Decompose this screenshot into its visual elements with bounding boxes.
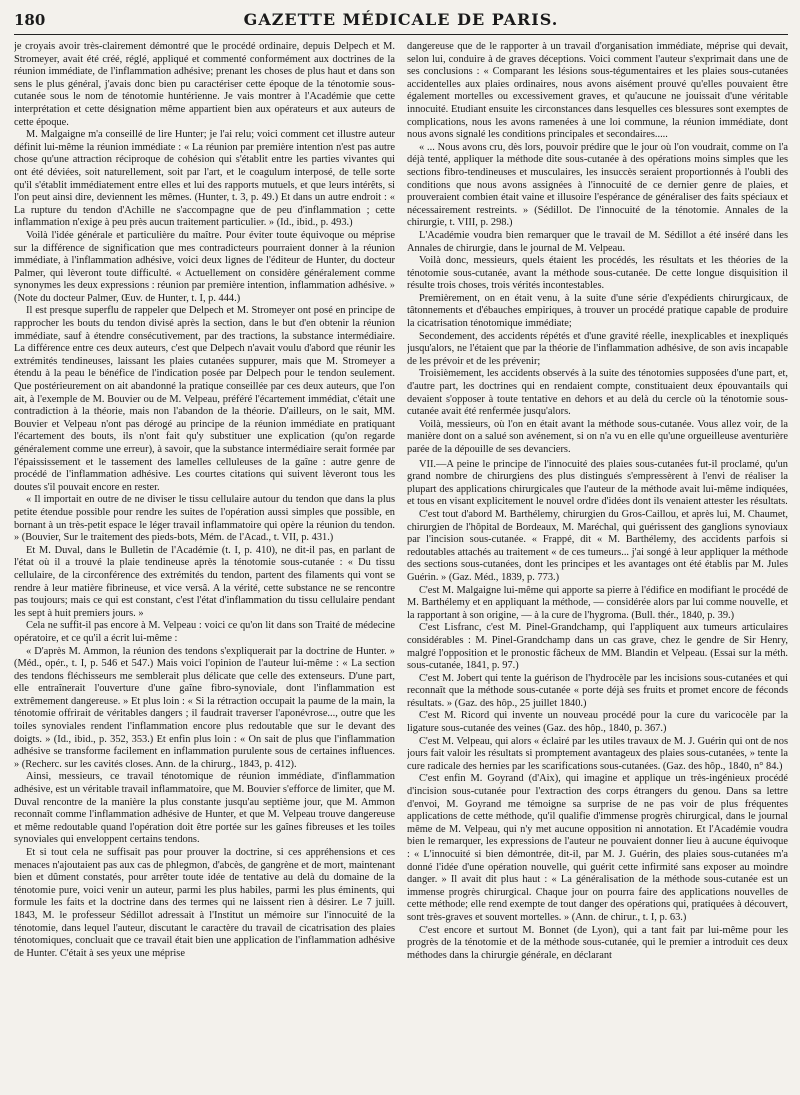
paragraph: C'est M. Ricord qui invente un nouveau procédé pour la cure du varicocèle par la ligature sous-cutanée des veines (Gaz. des hôp., 1840, p. 367.) <box>407 710 788 735</box>
paragraph: C'est M. Velpeau, qui alors « éclairé par les utiles travaux de M. J. Guérin qui ont de nos jours fait valoir les résultats si promptement avantageux des plaies sous-cutanées, » tente la cure radicale des hernies par les scarifications sous-cutanées. (Gaz. des hôp., 1840, n° 84.) <box>407 735 788 772</box>
paragraph: je croyais avoir très-clairement démontré que le procédé ordinaire, depuis Delpech et M. Stromeyer, avait été créé, réglé, appliqué et commenté conformément aux doctrines de la réunion immédiate, de l'inflammation adhésive; prenant les choses de plus haut et dans son sens le plus général, j'avais donc bien pu caractériser cette époque de la ténotomie sous-cutanée sous le nom de ténotomie huntérienne. Je vais montrer à l'Académie que cette interprétation et cette désignation même appartient bien aux opérateurs et aux auteurs de cette époque. <box>14 41 395 128</box>
paragraph: « ... Nous avons cru, dès lors, pouvoir prédire que le jour où l'on voudrait, comme on l'a déjà tenté, appliquer la méthode dite sous-cutanée à des opérations moins simples que les sections fibro-tendineuses et musculaires, les insuccès seraient proportionnés à l'oubli des conditions que nous avons assignées à l'innocuité de ce dernier genre de plaies, et prouveraient combien était vaine et illusoire l'espérance de généraliser des faits spéciaux et nécessairement restreints. » (Sédillot. De l'innocuité de la ténotomie. Annales de la chirurgie, t. VIII, p. 298.) <box>407 141 788 229</box>
page-number: 180 <box>14 11 46 29</box>
paragraph: « D'après M. Ammon, la réunion des tendons s'expliquerait par la doctrine de Hunter. » (Méd., opér., t. I, p. 546 et 547.) Mais voici l'opinion de l'auteur lui-même : « La section des tendons fléchisseurs me semblerait plus délicate que celle des extenseurs. D'une part, elle entraînerait l'ouverture d'une gaîne fibro-synoviale, dont l'inflammation est extrêmement dangereuse. » Et plus loin : « Si la rétraction occupait la paume de la main, la ténotomie offrirait de véritables dangers ; il faudrait traverser l'aponévrose..., outre que les toiles synoviales rendent l'inflammation encore plus redoutable que sur le devant des doigts. » (Id., ibid., p. 352, 353.) Et enfin plus loin : « On sait de plus que l'inflammation adhésive se transforme facilement en inflammation purulente sous de certaines influences. » (Recherc. sur les cavités closes. Ann. de la chirurg., 1843, p. 412). <box>14 645 395 770</box>
paragraph: Et M. Duval, dans le Bulletin de l'Académie (t. I, p. 410), ne dit-il pas, en parlant de l'état où il a trouvé la plaie tendineuse après la ténotomie sous-cutanée : « Du tissu cellulaire, de la circonférence des extrémités du tendon, partent des filaments qui vont se rendre à leur matière fibrineuse, et vice versâ. A la vérité, cette substance ne se rencontre pas toujours; mais ce qui est constant, c'est l'état d'inflammation du tissu cellulaire pendant les sept à huit premiers jours. » <box>14 544 395 619</box>
paragraph: Ainsi, messieurs, ce travail ténotomique de réunion immédiate, d'inflammation adhésive, est un véritable travail inflammatoire, que M. Bouvier s'efforce de limiter, que M. Duval rencontre de la manière la plus constante jusqu'au septième jour, que M. Ammon reconnaît comme l'inflammation adhésive de Hunter, et que M. Velpeau trouve dangereuse et même redoutable quand l'opération doit être portée sur les gaînes fibreuses et les toiles synoviales qui enveloppent certains tendons. <box>14 771 395 846</box>
paragraph: Troisièmement, les accidents observés à la suite des ténotomies supposées d'une part, et, d'autre part, les doctrines qui en rendaient compte, constituaient deux épouvantails qui devaient s'opposer à toute tentative en dehors et au delà du cercle où la ténotomie sous-cutanée avait été renfermée jusqu'alors. <box>407 368 788 418</box>
paragraph: dangereuse que de le rapporter à un travail d'organisation immédiate, méprise qui devait, selon lui, conduire à de graves déceptions. Voici comment l'auteur s'exprimait dans une de ses conclusions : « Comparant les lésions sous-tégumentaires et les plaies sous-cutanées accidentelles aux plaies ordinaires, nous avons aisément prouvé qu'elles pouvaient être également mortelles ou excessivement graves, et qu'aucune ne jouissait d'une véritable innocuité. Etudiant ensuite les circonstances dans lesquelles ces blessures sont exemptes de complications, nous les avons ramenées à une loi commune, la réunion immédiate, dont nous avons signalé les conditions principales et secondaires..... <box>407 41 788 141</box>
paragraph: Et si tout cela ne suffisait pas pour prouver la doctrine, si ces appréhensions et ces menaces n'ajoutaient pas aux cas de phlegmon, d'abcès, de gangrène et de mort, maintenant bien et dûment constatés, pour arrêter toute idée de tentative au delà du domaine de la ténotomie pure, voici venir un auteur, parmi les plus habiles, parmi les plus éminents, qui formule les faits et la doctrine dans des termes qui ne laissent rien à désirer. Le 7 juill. 1843, M. le professeur Sédillot adressait à l'Institut un mémoire sur l'innocuité de la ténotomie, dans lequel l'auteur, discutant le caractère du travail de cicatrisation des plaies ténotomiques, concluait que ce travail était bien une application de l'inflammation adhésive de Hunter. C'était à ses yeux une méprise <box>14 847 395 959</box>
text-columns <box>14 41 788 1091</box>
paragraph: C'est enfin M. Goyrand (d'Aix), qui imagine et applique un très-ingénieux procédé d'incision sous-cutanée pour l'extraction des corps étrangers du genou. Dans sa lettre d'envoi, M. Goyrand me témoigne sa surprise de ne pas voir de plus fréquentes applications de cette méthode, qu'il qualifie d'immense progrès chirurgical, dans le journal même de M. Velpeau, qui n'y met aucune opposition ni annotation. Et l'Académie voudra bien le remarquer, les expressions de l'auteur ne pouvaient donner lieu à aucune équivoque : « L'innocuité si bien démontrée, dit-il, par M. J. Guérin, des plaies sous-cutanées m'a donné l'idée d'une opération nouvelle, qui guérit cette infirmité sans exposer au moindre danger. » Il avait dit plus haut : « La généralisation de la méthode sous-cutanée est un immense progrès chirurgical. Chaque jour on pourra faire des applications nouvelles de cette méthode; elle rend exempte de tout danger des opérations qui, pratiquées à découvert, sont très-graves et souvent mortelles. » (Ann. de chirur., t. I, p. 63.) <box>407 773 788 923</box>
paragraph: Voilà donc, messieurs, quels étaient les procédés, les résultats et les théories de la ténotomie sous-cutanée, avant la méthode sous-cutanée. De cette longue disquisition il résulte trois choses, trois vérités incontestables. <box>407 255 788 292</box>
paragraph: Cela ne suffit-il pas encore à M. Velpeau : voici ce qu'on lit dans son Traité de médecine opératoire, et ce qu'il a écrit lui-même : <box>14 620 395 644</box>
paragraph: Il est presque superflu de rappeler que Delpech et M. Stromeyer ont posé en principe de rapprocher les bouts du tendon divisé après la section, dans le but d'en obtenir la réunion immédiate, sauf à étendre consécutivement, par des tractions, la substance intermédiaire. La différence entre ces deux auteurs, c'est que Delpech n'avait voulu d'abord que réunir les extrémités tendineuses, laissant les plaies cutanées suppurer, mais que M. Stromeyer a étendu à la peau le bénéfice de l'indication posée par Delpech pour le tendon seulement. Que postérieurement on ait abandonné la pratique conseillée par ces deux auteurs, que l'on ait, à l'exemple de M. Bouvier ou de M. Velpeau, préféré l'écartement immédiat, c'était une contradiction à la théorie, mais non l'abandon de la théorie. D'ailleurs, on le sait, MM. Bouvier et Velpeau n'ont pas dérogé au principe de la réunion immédiate en pratiquant l'écartement des bouts, ils n'ont fait qu'y substituer une explication (qu'on regarde généralement comme une erreur), à savoir, que la substance intermédiaire serait formée par l'épaississement et le tassement des lamelles celluleuses de la gaîne : autre genre de procédé de l'inflammation adhésive. Les courtes citations qui suivent lèveront tous les doutes s'il pouvait encore en rester. <box>14 305 395 493</box>
paragraph: C'est tout d'abord M. Barthélemy, chirurgien du Gros-Caillou, et après lui, M. Chaumet, chirurgien de l'hôpital de Bordeaux, M. Maréchal, qui guérissent des ganglions synoviaux par l'incision sous-cutanée. « Frappé, dit « M. Barthélemy, des accidents parfois si redoutables attachés au traitement « de ces tumeurs... j'ai songé à leur appliquer la méthode des sections sous-cutanées, dont les principes et les avantages ont été établis par M. Jules Guérin. » (Gaz. Méd., 1839, p. 773.) <box>407 508 788 583</box>
paragraph: C'est M. Malgaigne lui-même qui apporte sa pierre à l'édifice en modifiant le procédé de M. Barthélemy et en appliquant la méthode, — considérée alors par lui comme nouvelle, et la rapportant à son origine, — à la cure de l'hygroma. (Bull. thér., 1840, p. 39.) <box>407 584 788 621</box>
paragraph: Premièrement, on en était venu, à la suite d'une série d'expédients chirurgicaux, de tâtonnements et d'ébauches empiriques, à trouver un procédé pratique capable de produire la cicatrisation ténotomique immédiate; <box>407 292 788 330</box>
paragraph: M. Malgaigne m'a conseillé de lire Hunter; je l'ai relu; voici comment cet illustre auteur définit lui-même la réunion immédiate : « La réunion par première intention n'est pas autre chose qu'une attraction réciproque de cohésion qui s'établit entre les parties vivantes qui ont été déviées, soit naturellement, soit par l'art, et le coagulum interposé, de telle sorte qu'il s'établit immédiatement entre elles et lui des rapports mutuels, et que leurs intérêts, si l'on peut ainsi dire, deviennent les mêmes. (Hunter, t. 3, p. 49.) Et dans un autre endroit : « La rupture du tendon d'Achille ne s'accompagne que de peu d'inflammation ; cette inflammation n'exige à peu près aucun traitement particulier. » (Id., ibid., p. 493.) <box>14 129 395 229</box>
paragraph: C'est Lisfranc, c'est M. Pinel-Grandchamp, qui l'appliquent aux tumeurs articulaires considérables : M. Pinel-Grandchamp dans un cas grave, chez le gendre de Sir Henry, malgré l'opposition et le pronostic fâcheux de MM. Blandin et Velpeau. (Essai sur la méth. sous-cutanée, 1841, p. 97.) <box>407 622 788 672</box>
paragraph: C'est M. Jobert qui tente la guérison de l'hydrocèle par les incisions sous-cutanées et qui reconnaît que la méthode sous-cutanée « porte déjà ses fruits et promet encore de féconds résultats. » (Gaz. des hôp., 25 juillet 1840.) <box>407 672 788 709</box>
paragraph: L'Académie voudra bien remarquer que le travail de M. Sédillot a été inséré dans les Annales de chirurgie, dans le journal de M. Velpeau. <box>407 229 788 254</box>
paragraph: Secondement, des accidents répétés et d'une gravité réelle, inexplicables et inexpliqués jusqu'alors, ne l'étaient que par la théorie de l'inflammation adhésive, de son avis incapable de les prévoir et de les prévenir; <box>407 330 788 367</box>
journal-title: GAZETTE MÉDICALE DE PARIS. <box>243 10 559 29</box>
paragraph: Voilà l'idée générale et particulière du maître. Pour éviter toute équivoque ou méprise sur la différence de signification que mes contradicteurs pourraient donner à la réunion immédiate, à l'inflammation adhésive, voici deux lignes de l'éditeur de Hunter, du docteur Palmer, qui lèveront toute difficulté. « Actuellement on considère généralement comme synonymes les deux expressions : réunion par première intention, inflammation adhésive. » (Note du docteur Palmer, Œuv. de Hunter, t. I, p. 444.) <box>14 229 395 304</box>
page-header <box>14 10 788 35</box>
paragraph: Voilà, messieurs, où l'on en était avant la méthode sous-cutanée. Vous allez voir, de la manière dont on a salué son avénement, si on n'a vu en elle qu'une orgueilleuse aventurière parée de la dépouille de ses devanciers. <box>407 418 788 455</box>
paragraph: C'est encore et surtout M. Bonnet (de Lyon), qui a tant fait par lui-même pour les progrès de la ténotomie et de la méthode sous-cutanée, qui le premier a introduit ces deux méthodes dans la chirurgie générale, en déclarant <box>407 924 788 961</box>
left-column <box>14 41 395 1091</box>
section-paragraph: VII.—A peine le principe de l'innocuité des plaies sous-cutanées fut-il proclamé, qu'un grand nombre de chirurgiens des plus distingués s'empressèrent à l'envi de réaliser la plupart des applications chirurgicales que l'auteur de la méthode avait lui-même indiquées, et tous en visant explicitement le nouvel ordre d'idées dont ils venaient attester les résultats. <box>407 458 788 508</box>
right-column <box>407 41 788 1091</box>
paragraph: « Il importait en outre de ne diviser le tissu cellulaire autour du tendon que dans la plus petite étendue possible pour rendre les suites de l'opération aussi simples que possible, en bornant à un très-petit espace le léger travail inflammatoire qui opère la réunion du tendon. » (Bouvier, Sur le traitement des pieds-bots, Mém. de l'Acad., t. VII, p. 431.) <box>14 494 395 544</box>
